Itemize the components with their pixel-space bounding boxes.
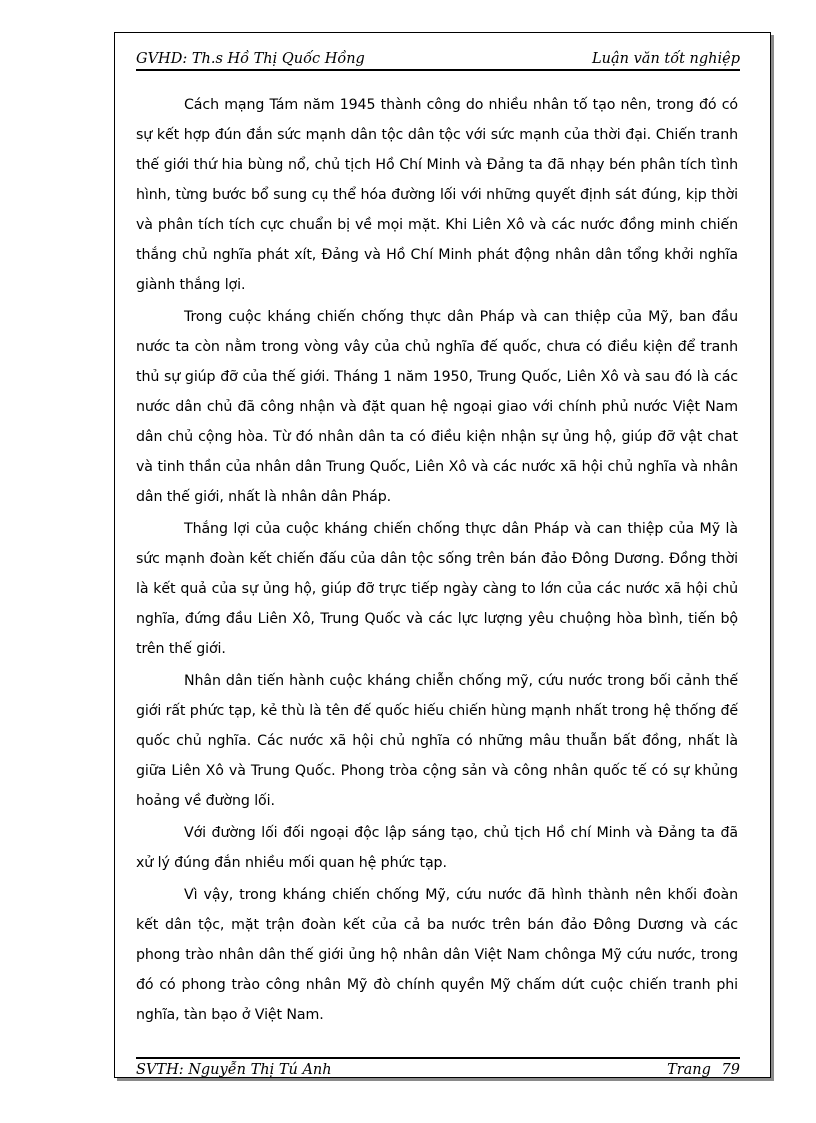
paragraph: Vì vậy, trong kháng chiến chống Mỹ, cứu nước đã hình thành nên khối đoàn kết dân tộc, mặt trận đoàn kết của cả ba nước trên bán đảo Đông Dương và các phong trào nhân dân thế giới ủng hộ nhân dân Việt Nam chônga Mỹ cứu nước, trong đó có phong trào công nhân Mỹ đò chính quyền Mỹ chấm dứt cuộc chiến tranh phi nghĩa, tàn bạo ở Việt Nam.: [136, 887, 738, 1023]
paragraph: Trong cuộc kháng chiến chống thực dân Pháp và can thiệp của Mỹ, ban đầu nước ta còn nằm trong vòng vây của chủ nghĩa đế quốc, chưa có điều kiện để tranh thủ sự giúp đỡ của thế giới. Tháng 1 năm 1950, Trung Quốc, Liên Xô và sau đó là các nước dân chủ đã công nhận và đặt quan hệ ngoại giao với chính phủ nước Việt Nam dân chủ cộng hòa. Từ đó nhân dân ta có điều kiện nhận sự ủng hộ, giúp đỡ vật chat và tinh thần của nhân dân Trung Quốc, Liên Xô và các nước xã hội chủ nghĩa và nhân dân thế giới, nhất là nhân dân Pháp.: [136, 309, 738, 505]
page-number: 79: [721, 1062, 740, 1078]
header-advisor: GVHD: Th.s Hồ Thị Quốc Hồng: [136, 51, 365, 67]
paragraph: Cách mạng Tám năm 1945 thành công do nhiều nhân tố tạo nên, trong đó có sự kết hợp đún đắn sức mạnh dân tộc dân tộc với sức mạnh của thời đại. Chiến tranh thế giới thứ hia bùng nổ, chủ tịch Hồ Chí Minh và Đảng ta đã nhạy bén phân tích tình hình, từng bước bổ sung cụ thể hóa đường lối với những quyết định sát đúng, kịp thời và phân tích tích cực chuẩn bị về mọi mặt. Khi Liên Xô và các nước đồng minh chiến thắng chủ nghĩa phát xít, Đảng và Hồ Chí Minh phát động nhân dân tổng khởi nghĩa giành thắng lợi.: [136, 97, 738, 293]
body-text: [136, 90, 738, 1032]
page-number-block: [667, 1060, 740, 1080]
paragraph: Thắng lợi của cuộc kháng chiến chống thực dân Pháp và can thiệp của Mỹ là sức mạnh đoàn kết chiến đấu của dân tộc sống trên bán đảo Đông Dương. Đồng thời là kết quả của sự ủng hộ, giúp đỡ trực tiếp ngày càng to lớn của các nước xã hội chủ nghĩa, đứng đầu Liên Xô, Trung Quốc và các lực lượng yêu chuộng hòa bình, tiến bộ trên thế giới.: [136, 521, 738, 657]
page-footer: [136, 1057, 740, 1080]
footer-student: SVTH: Nguyễn Thị Tú Anh: [136, 1062, 332, 1078]
paragraph: Với đường lối đối ngoại độc lập sáng tạo, chủ tịch Hồ chí Minh và Đảng ta đã xử lý đúng đắn nhiều mối quan hệ phức tạp.: [136, 825, 738, 871]
header-document-type: Luận văn tốt nghiệp: [592, 51, 740, 67]
paragraph: Nhân dân tiến hành cuộc kháng chiễn chống mỹ, cứu nước trong bối cảnh thế giới rất phức tạp, kẻ thù là tên đế quốc hiếu chiến hùng mạnh nhất trong hệ thống đế quốc chủ nghĩa. Các nước xã hội chủ nghĩa có những mâu thuẫn bất đồng, nhất là giữa Liên Xô và Trung Quốc. Phong tròa cộng sản và công nhân quốc tế có sự khủng hoảng về đường lối.: [136, 673, 738, 809]
page-label: Trang: [667, 1062, 711, 1078]
page-header: [136, 49, 740, 71]
